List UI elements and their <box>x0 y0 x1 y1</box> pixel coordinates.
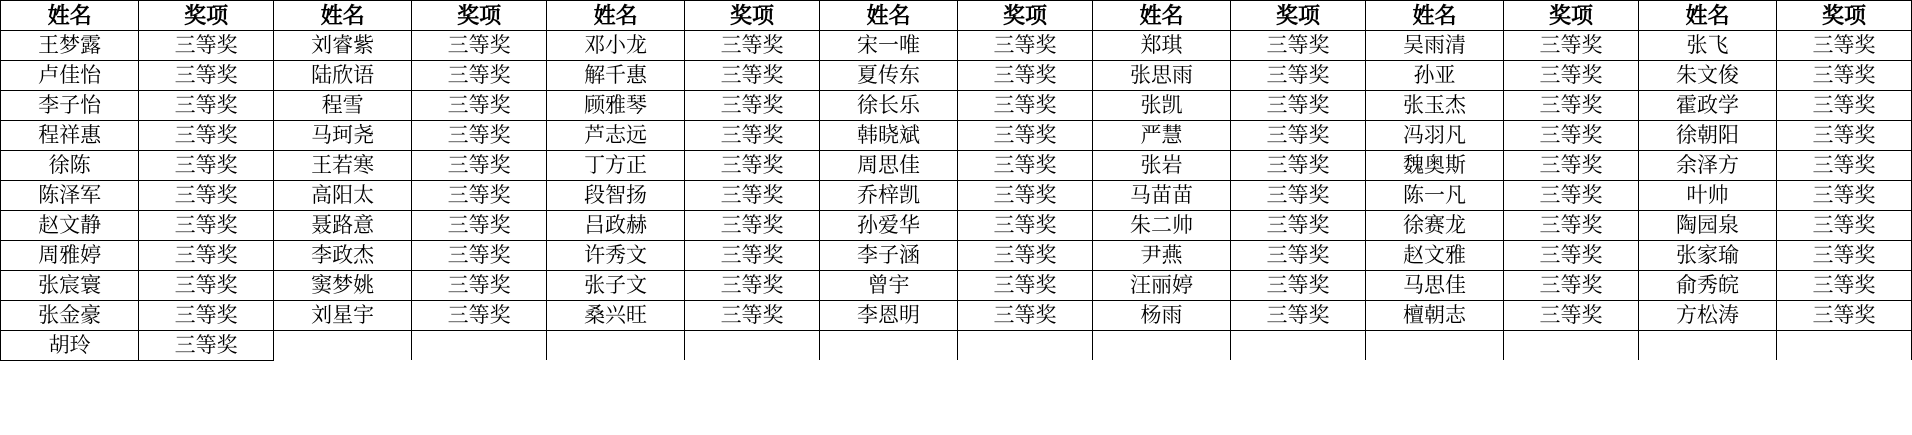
table-cell-name: 周思佳 <box>819 151 957 181</box>
table-cell-prize: 三等奖 <box>412 241 547 271</box>
table-cell-prize: 三等奖 <box>1231 181 1366 211</box>
table-row <box>1 61 1912 91</box>
table-cell-name: 陈泽军 <box>1 181 139 211</box>
table-cell-prize: 三等奖 <box>958 301 1093 331</box>
table-cell-name: 檀朝志 <box>1365 301 1503 331</box>
table-row <box>1 31 1912 61</box>
table-cell-empty <box>685 331 820 361</box>
table-cell-name: 高阳太 <box>273 181 411 211</box>
column-header-name: 姓名 <box>1 1 139 31</box>
table-cell-prize: 三等奖 <box>412 151 547 181</box>
table-cell-prize: 三等奖 <box>412 271 547 301</box>
table-cell-prize: 三等奖 <box>685 121 820 151</box>
table-cell-name: 陆欣语 <box>273 61 411 91</box>
table-cell-prize: 三等奖 <box>1231 151 1366 181</box>
table-cell-name: 孙亚 <box>1365 61 1503 91</box>
table-cell-name: 方松涛 <box>1638 301 1776 331</box>
table-cell-name: 马苗苗 <box>1092 181 1230 211</box>
table-cell-prize: 三等奖 <box>1231 271 1366 301</box>
table-cell-name: 王梦露 <box>1 31 139 61</box>
table-cell-prize: 三等奖 <box>958 121 1093 151</box>
table-cell-prize: 三等奖 <box>685 211 820 241</box>
table-cell-name: 夏传东 <box>819 61 957 91</box>
table-cell-empty <box>1638 331 1776 361</box>
table-cell-name: 窦梦姚 <box>273 271 411 301</box>
table-row <box>1 331 1912 361</box>
table-row <box>1 211 1912 241</box>
table-cell-prize: 三等奖 <box>1777 61 1912 91</box>
table-cell-prize: 三等奖 <box>1777 241 1912 271</box>
table-cell-name: 赵文雅 <box>1365 241 1503 271</box>
table-cell-prize: 三等奖 <box>1777 211 1912 241</box>
table-cell-prize: 三等奖 <box>958 151 1093 181</box>
table-cell-name: 张凯 <box>1092 91 1230 121</box>
table-cell-name: 桑兴旺 <box>546 301 684 331</box>
column-header-prize: 奖项 <box>1504 1 1639 31</box>
table-cell-name: 邓小龙 <box>546 31 684 61</box>
table-cell-empty <box>1504 331 1639 361</box>
table-cell-prize: 三等奖 <box>412 211 547 241</box>
table-cell-prize: 三等奖 <box>1504 241 1639 271</box>
table-cell-prize: 三等奖 <box>685 61 820 91</box>
table-row <box>1 241 1912 271</box>
table-cell-prize: 三等奖 <box>1777 121 1912 151</box>
table-cell-prize: 三等奖 <box>139 151 274 181</box>
table-cell-name: 卢佳怡 <box>1 61 139 91</box>
table-cell-prize: 三等奖 <box>1504 91 1639 121</box>
table-cell-name: 马思佳 <box>1365 271 1503 301</box>
table-cell-empty <box>819 331 957 361</box>
table-cell-name: 张岩 <box>1092 151 1230 181</box>
table-cell-name: 陶园泉 <box>1638 211 1776 241</box>
table-body <box>1 31 1912 361</box>
column-header-name: 姓名 <box>1638 1 1776 31</box>
table-cell-name: 张宸寰 <box>1 271 139 301</box>
column-header-prize: 奖项 <box>958 1 1093 31</box>
table-cell-empty <box>546 331 684 361</box>
table-cell-prize: 三等奖 <box>139 91 274 121</box>
table-cell-name: 严慧 <box>1092 121 1230 151</box>
table-cell-prize: 三等奖 <box>1231 31 1366 61</box>
table-cell-prize: 三等奖 <box>958 271 1093 301</box>
table-cell-prize: 三等奖 <box>1504 181 1639 211</box>
table-cell-prize: 三等奖 <box>1504 151 1639 181</box>
table-cell-name: 魏奥斯 <box>1365 151 1503 181</box>
table-cell-name: 张家瑜 <box>1638 241 1776 271</box>
table-cell-name: 许秀文 <box>546 241 684 271</box>
table-row <box>1 271 1912 301</box>
column-header-prize: 奖项 <box>1777 1 1912 31</box>
column-header-name: 姓名 <box>1365 1 1503 31</box>
table-row <box>1 301 1912 331</box>
table-cell-empty <box>958 331 1093 361</box>
table-cell-name: 叶帅 <box>1638 181 1776 211</box>
table-cell-prize: 三等奖 <box>1777 181 1912 211</box>
table-cell-prize: 三等奖 <box>1231 61 1366 91</box>
table-cell-prize: 三等奖 <box>685 31 820 61</box>
column-header-name: 姓名 <box>546 1 684 31</box>
table-cell-prize: 三等奖 <box>412 181 547 211</box>
table-cell-name: 段智扬 <box>546 181 684 211</box>
table-cell-prize: 三等奖 <box>685 271 820 301</box>
table-cell-name: 李政杰 <box>273 241 411 271</box>
table-cell-name: 韩晓斌 <box>819 121 957 151</box>
table-cell-name: 孙爱华 <box>819 211 957 241</box>
table-cell-prize: 三等奖 <box>412 31 547 61</box>
table-cell-name: 吴雨清 <box>1365 31 1503 61</box>
table-cell-name: 宋一唯 <box>819 31 957 61</box>
table-cell-prize: 三等奖 <box>1777 31 1912 61</box>
table-cell-prize: 三等奖 <box>958 181 1093 211</box>
table-cell-prize: 三等奖 <box>958 61 1093 91</box>
table-row <box>1 151 1912 181</box>
table-cell-prize: 三等奖 <box>685 241 820 271</box>
table-cell-name: 朱二帅 <box>1092 211 1230 241</box>
table-row <box>1 121 1912 151</box>
table-cell-name: 郑琪 <box>1092 31 1230 61</box>
table-cell-name: 解千惠 <box>546 61 684 91</box>
table-cell-prize: 三等奖 <box>1777 301 1912 331</box>
table-cell-name: 乔梓凯 <box>819 181 957 211</box>
table-cell-name: 曾宇 <box>819 271 957 301</box>
table-cell-prize: 三等奖 <box>1777 151 1912 181</box>
table-cell-empty <box>1365 331 1503 361</box>
table-cell-prize: 三等奖 <box>685 91 820 121</box>
table-cell-prize: 三等奖 <box>958 241 1093 271</box>
table-cell-name: 杨雨 <box>1092 301 1230 331</box>
table-cell-prize: 三等奖 <box>1231 301 1366 331</box>
column-header-name: 姓名 <box>819 1 957 31</box>
table-cell-name: 周雅婷 <box>1 241 139 271</box>
table-cell-prize: 三等奖 <box>1231 241 1366 271</box>
table-cell-prize: 三等奖 <box>1504 301 1639 331</box>
table-cell-name: 霍政学 <box>1638 91 1776 121</box>
table-cell-prize: 三等奖 <box>139 301 274 331</box>
table-cell-name: 张子文 <box>546 271 684 301</box>
table-cell-prize: 三等奖 <box>412 61 547 91</box>
table-cell-prize: 三等奖 <box>1231 121 1366 151</box>
table-cell-name: 徐长乐 <box>819 91 957 121</box>
table-cell-prize: 三等奖 <box>1504 211 1639 241</box>
table-cell-name: 徐陈 <box>1 151 139 181</box>
table-cell-prize: 三等奖 <box>685 181 820 211</box>
table-cell-prize: 三等奖 <box>1777 271 1912 301</box>
table-header-row <box>1 1 1912 31</box>
table-cell-name: 张飞 <box>1638 31 1776 61</box>
table-cell-name: 聂路意 <box>273 211 411 241</box>
table-cell-prize: 三等奖 <box>958 31 1093 61</box>
table-cell-name: 程雪 <box>273 91 411 121</box>
table-cell-prize: 三等奖 <box>1504 31 1639 61</box>
table-cell-empty <box>1092 331 1230 361</box>
table-row <box>1 181 1912 211</box>
table-cell-prize: 三等奖 <box>139 331 274 361</box>
table-cell-name: 张金豪 <box>1 301 139 331</box>
table-cell-name: 李子怡 <box>1 91 139 121</box>
table-cell-name: 徐赛龙 <box>1365 211 1503 241</box>
table-header <box>1 1 1912 31</box>
table-cell-name: 赵文静 <box>1 211 139 241</box>
table-cell-name: 刘睿紫 <box>273 31 411 61</box>
table-cell-prize: 三等奖 <box>412 301 547 331</box>
table-cell-name: 余泽方 <box>1638 151 1776 181</box>
table-cell-prize: 三等奖 <box>139 31 274 61</box>
table-cell-empty <box>412 331 547 361</box>
table-cell-prize: 三等奖 <box>958 91 1093 121</box>
table-cell-name: 俞秀皖 <box>1638 271 1776 301</box>
table-cell-empty <box>273 331 411 361</box>
table-cell-prize: 三等奖 <box>685 151 820 181</box>
column-header-prize: 奖项 <box>685 1 820 31</box>
table-cell-name: 朱文俊 <box>1638 61 1776 91</box>
table-cell-name: 张玉杰 <box>1365 91 1503 121</box>
table-cell-empty <box>1231 331 1366 361</box>
table-cell-name: 徐朝阳 <box>1638 121 1776 151</box>
table-cell-prize: 三等奖 <box>1504 61 1639 91</box>
table-cell-name: 冯羽凡 <box>1365 121 1503 151</box>
table-cell-prize: 三等奖 <box>139 61 274 91</box>
column-header-prize: 奖项 <box>139 1 274 31</box>
table-cell-prize: 三等奖 <box>1504 271 1639 301</box>
table-cell-prize: 三等奖 <box>139 241 274 271</box>
table-cell-name: 陈一凡 <box>1365 181 1503 211</box>
table-cell-name: 张思雨 <box>1092 61 1230 91</box>
table-cell-name: 程祥惠 <box>1 121 139 151</box>
table-cell-name: 芦志远 <box>546 121 684 151</box>
table-cell-prize: 三等奖 <box>958 211 1093 241</box>
table-cell-name: 马珂尧 <box>273 121 411 151</box>
table-cell-prize: 三等奖 <box>412 91 547 121</box>
table-cell-name: 李子涵 <box>819 241 957 271</box>
table-cell-prize: 三等奖 <box>1504 121 1639 151</box>
table-cell-name: 汪丽婷 <box>1092 271 1230 301</box>
table-cell-name: 王若寒 <box>273 151 411 181</box>
table-cell-prize: 三等奖 <box>139 121 274 151</box>
table-cell-prize: 三等奖 <box>1777 91 1912 121</box>
table-cell-name: 刘星宇 <box>273 301 411 331</box>
table-cell-name: 顾雅琴 <box>546 91 684 121</box>
table-cell-name: 胡玲 <box>1 331 139 361</box>
table-cell-prize: 三等奖 <box>139 211 274 241</box>
table-cell-name: 吕政赫 <box>546 211 684 241</box>
table-cell-prize: 三等奖 <box>139 181 274 211</box>
table-cell-empty <box>1777 331 1912 361</box>
table-cell-name: 尹燕 <box>1092 241 1230 271</box>
table-cell-prize: 三等奖 <box>1231 91 1366 121</box>
column-header-prize: 奖项 <box>412 1 547 31</box>
table-cell-name: 丁方正 <box>546 151 684 181</box>
table-cell-prize: 三等奖 <box>139 271 274 301</box>
column-header-name: 姓名 <box>1092 1 1230 31</box>
table-cell-prize: 三等奖 <box>412 121 547 151</box>
column-header-prize: 奖项 <box>1231 1 1366 31</box>
table-cell-prize: 三等奖 <box>1231 211 1366 241</box>
table-cell-name: 李恩明 <box>819 301 957 331</box>
table-row <box>1 91 1912 121</box>
table-cell-prize: 三等奖 <box>685 301 820 331</box>
column-header-name: 姓名 <box>273 1 411 31</box>
